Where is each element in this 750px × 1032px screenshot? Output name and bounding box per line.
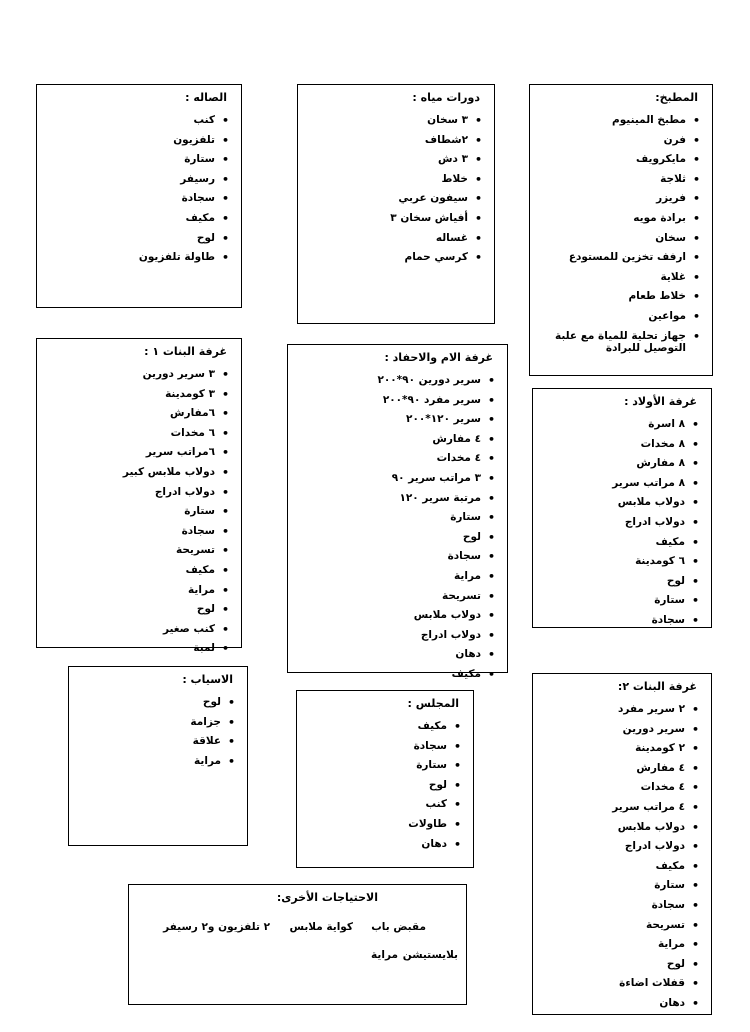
aspab-box [68,666,248,846]
list-item: • سخان [538,232,700,245]
kitchen-list [538,114,700,355]
list-item: • ٣ سرير دورين [45,368,229,381]
list-item: • فرن [538,134,700,147]
list-item: • مطبخ المينيوم [538,114,700,127]
list-item: • ٣ كومدينة [45,388,229,401]
list-item: • ٣ سخان [306,114,482,127]
other-need-playstation: بلايستيشن [402,949,458,961]
bathrooms-box [297,84,495,324]
girls-room-1-title: غرفة البنات ١ : [144,345,227,358]
aspab-title: الاسياب : [182,673,233,686]
list-item: • ستارة [45,153,229,166]
list-item: • ٤ مخدات [296,452,495,465]
list-item: • كنب [45,114,229,127]
other-need-iron: كواية ملابس [289,921,353,933]
list-item: • برادة مويه [538,212,700,225]
list-item: • أفياش سخان ٣ [306,212,482,225]
list-item: • تسريحة [45,544,229,557]
list-item: • ستارة [296,511,495,524]
list-item: • ٨ اسرة [541,418,699,431]
bathrooms-title: دورات مياه : [412,91,480,104]
list-item: • سجادة [45,192,229,205]
list-item: • تسريحة [541,919,699,932]
girls-room-2-list [541,703,699,1010]
list-item: • تلفزيون [45,134,229,147]
list-item: • ٦ كومدينة [541,555,699,568]
list-item: • ٤ مخدات [541,781,699,794]
list-item: • غساله [306,232,482,245]
list-item: • دهان [296,648,495,661]
list-item: • مكيف [305,720,461,733]
list-item: • مراية [296,570,495,583]
boys-room-box [532,388,712,628]
list-item: • جزامة [77,716,235,729]
list-item: • تسريحة [296,590,495,603]
list-item: • كنب صغير [45,623,229,636]
list-item: • سيفون عربي [306,192,482,205]
list-item: • لوح [45,603,229,616]
list-item: • دولاب ملابس [296,609,495,622]
majlis-box [296,690,474,868]
list-item: • لوح [296,531,495,544]
list-item: • طاولة تلفزيون [45,251,229,264]
list-item: • مكيف [541,536,699,549]
list-item: • دولاب ملابس كبير [45,466,229,479]
list-item: • سجادة [541,614,699,627]
list-item: • كرسي حمام [306,251,482,264]
list-item: • ٨ مفارش [541,457,699,470]
list-item: • لوح [541,958,699,971]
list-item: • دهان [541,997,699,1010]
list-item: • مكيف [296,668,495,681]
list-item: • ستارة [541,594,699,607]
list-item: • ٨ مخدات [541,438,699,451]
list-item: • ٦مراتب سرير [45,446,229,459]
list-item: • دولاب ملابس [541,821,699,834]
list-item: • كنب [305,798,461,811]
list-item: • ستارة [541,879,699,892]
list-item: • طاولات [305,818,461,831]
hall-box [36,84,242,308]
list-item: • ٦ مخدات [45,427,229,440]
list-item: • ارفف تخزين للمستودع [538,251,700,264]
list-item: • ٣ دش [306,153,482,166]
list-item: • مواعين [538,310,700,323]
list-item: • دولاب ادراج [296,629,495,642]
list-item: • سجادة [305,740,461,753]
kitchen-box [529,84,713,376]
list-item: • دولاب ملابس [541,496,699,509]
girls-room-1-box [36,338,242,655]
list-item: • دولاب ادراج [45,486,229,499]
list-item: • قفلات اضاءة [541,977,699,990]
list-item: • سجادة [541,899,699,912]
list-item: • لوح [541,575,699,588]
hall-list [45,114,229,264]
list-item: • ٤ مراتب سرير [541,801,699,814]
list-item: • سجادة [45,525,229,538]
list-item: • ٣ مراتب سرير ٩٠ [296,472,495,485]
list-item: • فريزر [538,192,700,205]
list-item: • غلاية [538,271,700,284]
girls-room-1-list [45,368,229,655]
other-needs-box [128,884,467,1005]
other-need-mirror: مراية [371,949,398,961]
list-item: • خلاط طعام [538,290,700,303]
list-item: • مرتبة سرير ١٢٠ [296,492,495,505]
list-item: • ستارة [45,505,229,518]
girls-room-2-title: غرفة البنات ٢: [617,680,697,693]
list-item: • مراية [77,755,235,768]
list-item: • ثلاجة [538,173,700,186]
mother-room-list [296,374,495,681]
mother-room-box [287,344,508,680]
list-item: • ٨ مراتب سرير [541,477,699,490]
list-item: • سرير مفرد ٩٠*٢٠٠ [296,394,495,407]
list-item: • دهان [305,838,461,851]
list-item: • مكيف [541,860,699,873]
list-item: • لوح [45,232,229,245]
list-item: • سجادة [296,550,495,563]
list-item: • ٢شطاف [306,134,482,147]
other-need-door-handle: مقبض باب [371,921,426,933]
list-item: • ٢ سرير مفرد [541,703,699,716]
majlis-list [305,720,461,850]
boys-room-list [541,418,699,627]
list-item: • مراية [541,938,699,951]
list-item: • ٤ مفارش [296,433,495,446]
list-item: • سرير دورين ٩٠*٢٠٠ [296,374,495,387]
list-item: • لوح [305,779,461,792]
list-item: • دولاب ادراج [541,840,699,853]
list-item: • مايكرويف [538,153,700,166]
aspab-list [77,696,235,767]
boys-room-title: غرفة الأولاد : [624,395,697,408]
list-item: • ٢ كومدينة [541,742,699,755]
majlis-title: المجلس : [407,697,459,710]
list-item: • رسيفر [45,173,229,186]
hall-title: الصاله : [185,91,227,104]
list-item: • مكيف [45,212,229,225]
list-item: • مراية [45,584,229,597]
mother-room-title: غرفة الام والاحفاد : [384,351,493,364]
list-item: • دولاب ادراج [541,516,699,529]
other-needs-title: الاحتياجات الأخرى: [276,891,378,904]
list-item: • ستارة [305,759,461,772]
list-item: • لوح [77,696,235,709]
list-item: • علاقة [77,735,235,748]
list-item: • سرير ١٢٠*٢٠٠ [296,413,495,426]
bathrooms-list [306,114,482,264]
list-item: • لمبة [45,642,229,655]
list-item: • سرير دورين [541,723,699,736]
list-item: • مكيف [45,564,229,577]
list-item: • خلاط [306,173,482,186]
girls-room-2-box [532,673,712,1015]
list-item: • ٦مفارش [45,407,229,420]
list-item: • ٤ مفارش [541,762,699,775]
other-need-tv-receiver: ٢ تلفزيون و٢ رسيفر [163,921,270,933]
kitchen-title: المطبخ: [655,91,698,104]
list-item: • جهاز تحلية للمياة مع علبة التوصيل للبرادة [538,330,700,355]
